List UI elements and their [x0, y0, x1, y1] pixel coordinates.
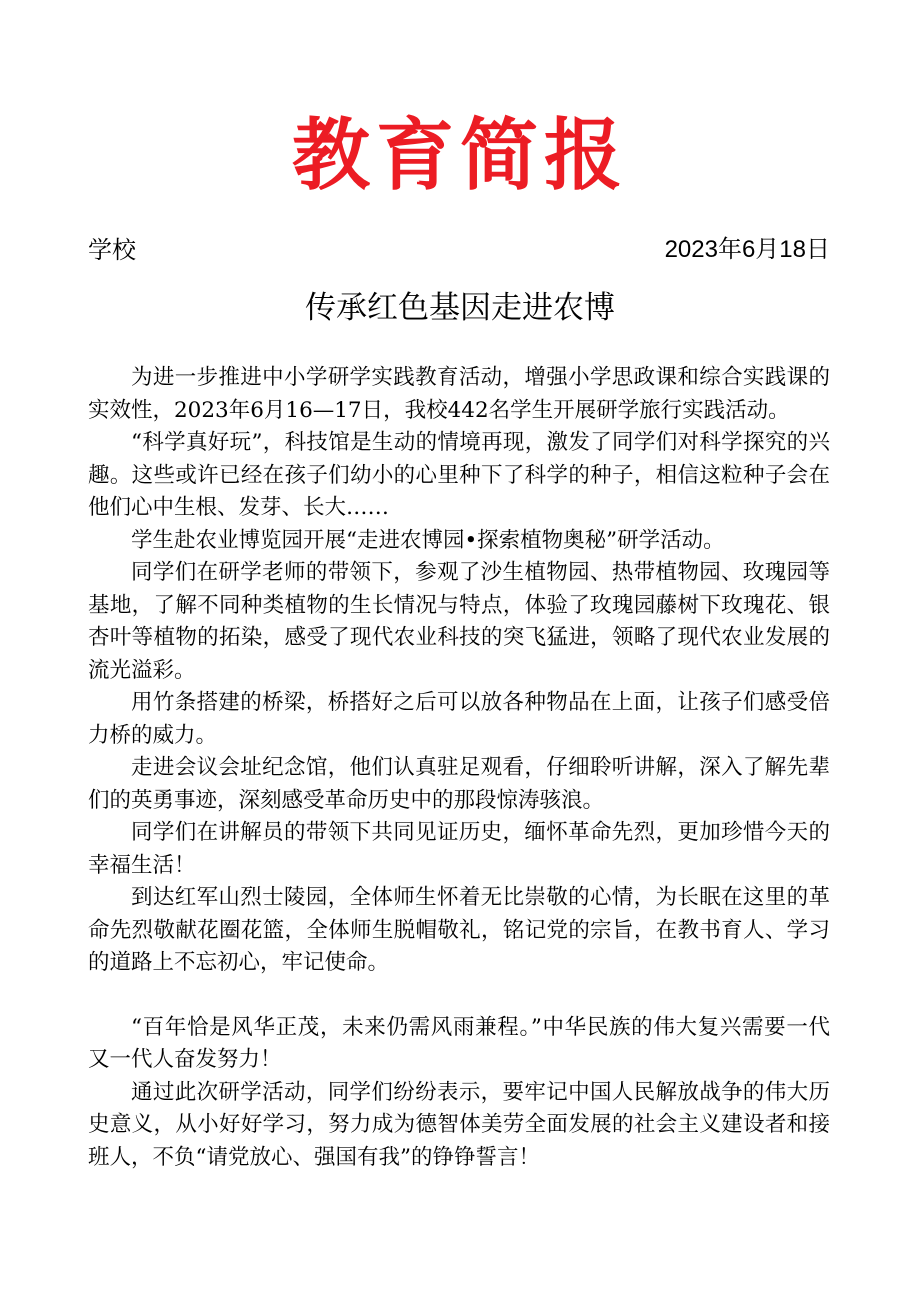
- article-paragraph: 用竹条搭建的桥梁，桥搭好之后可以放各种物品在上面，让孩子们感受倍力桥的威力。: [88, 690, 830, 748]
- article-paragraph: 同学们在讲解员的带领下共同见证历史，缅怀革命先烈，更加珍惜今天的幸福生活！: [88, 820, 830, 878]
- article-paragraph: 学生赴农业博览园开展“走进农博园•探索植物奥秘”研学活动。: [131, 527, 725, 553]
- article-paragraph: “百年恰是风华正茂，未来仍需风雨兼程。”中华民族的伟大复兴需要一代又一代人奋发努力！: [88, 1014, 830, 1072]
- meta-row: [88, 230, 830, 270]
- article-headline: 传承红色基因走进农博: [305, 290, 615, 326]
- article-paragraph: 到达红军山烈士陵园，全体师生怀着无比崇敬的心情，为长眠在这里的革命先烈敬献花圈花篮，全体师生脱帽敬礼，铭记党的宗旨，在教书育人、学习的道路上不忘初心，牢记使命。: [88, 885, 830, 975]
- article-paragraph: “科学真好玩”，科技馆是生动的情境再现，激发了同学们对科学探究的兴趣。这些或许已经在孩子们幼小的心里种下了科学的种子，相信这粒种子会在他们心中生根、发芽、长大……: [88, 430, 830, 520]
- masthead-title: 教育简报: [291, 110, 628, 201]
- article-paragraph: 走进会议会址纪念馆，他们认真驻足观看，仔细聆听讲解，深入了解先辈们的英勇事迹，深刻感受革命历史中的那段惊涛骇浪。: [88, 755, 830, 813]
- article-paragraph: 通过此次研学活动，同学们纷纷表示，要牢记中国人民解放战争的伟大历史意义，从小好好学习，努力成为德智体美劳全面发展的社会主义建设者和接班人，不负“请党放心、强国有我”的铮铮誓言！: [88, 1079, 830, 1170]
- issue-date: 2023年6月18日: [664, 236, 830, 263]
- article-paragraph: 为进一步推进中小学研学实践教育活动，增强小学思政课和综合实践课的实效性，2023年6月16—17日，我校442名学生开展研学旅行实践活动。: [88, 365, 830, 423]
- school-name: 学校: [88, 236, 136, 264]
- article-body: [88, 362, 830, 1174]
- article-paragraph: 同学们在研学老师的带领下，参观了沙生植物园、热带植物园、玫瑰园等基地，了解不同种类植物的生长情况与特点，体验了玫瑰园藤树下玫瑰花、银杏叶等植物的拓染，感受了现代农业科技的突飞猛进，领略了现代农业发展的流光溢彩。: [88, 560, 830, 683]
